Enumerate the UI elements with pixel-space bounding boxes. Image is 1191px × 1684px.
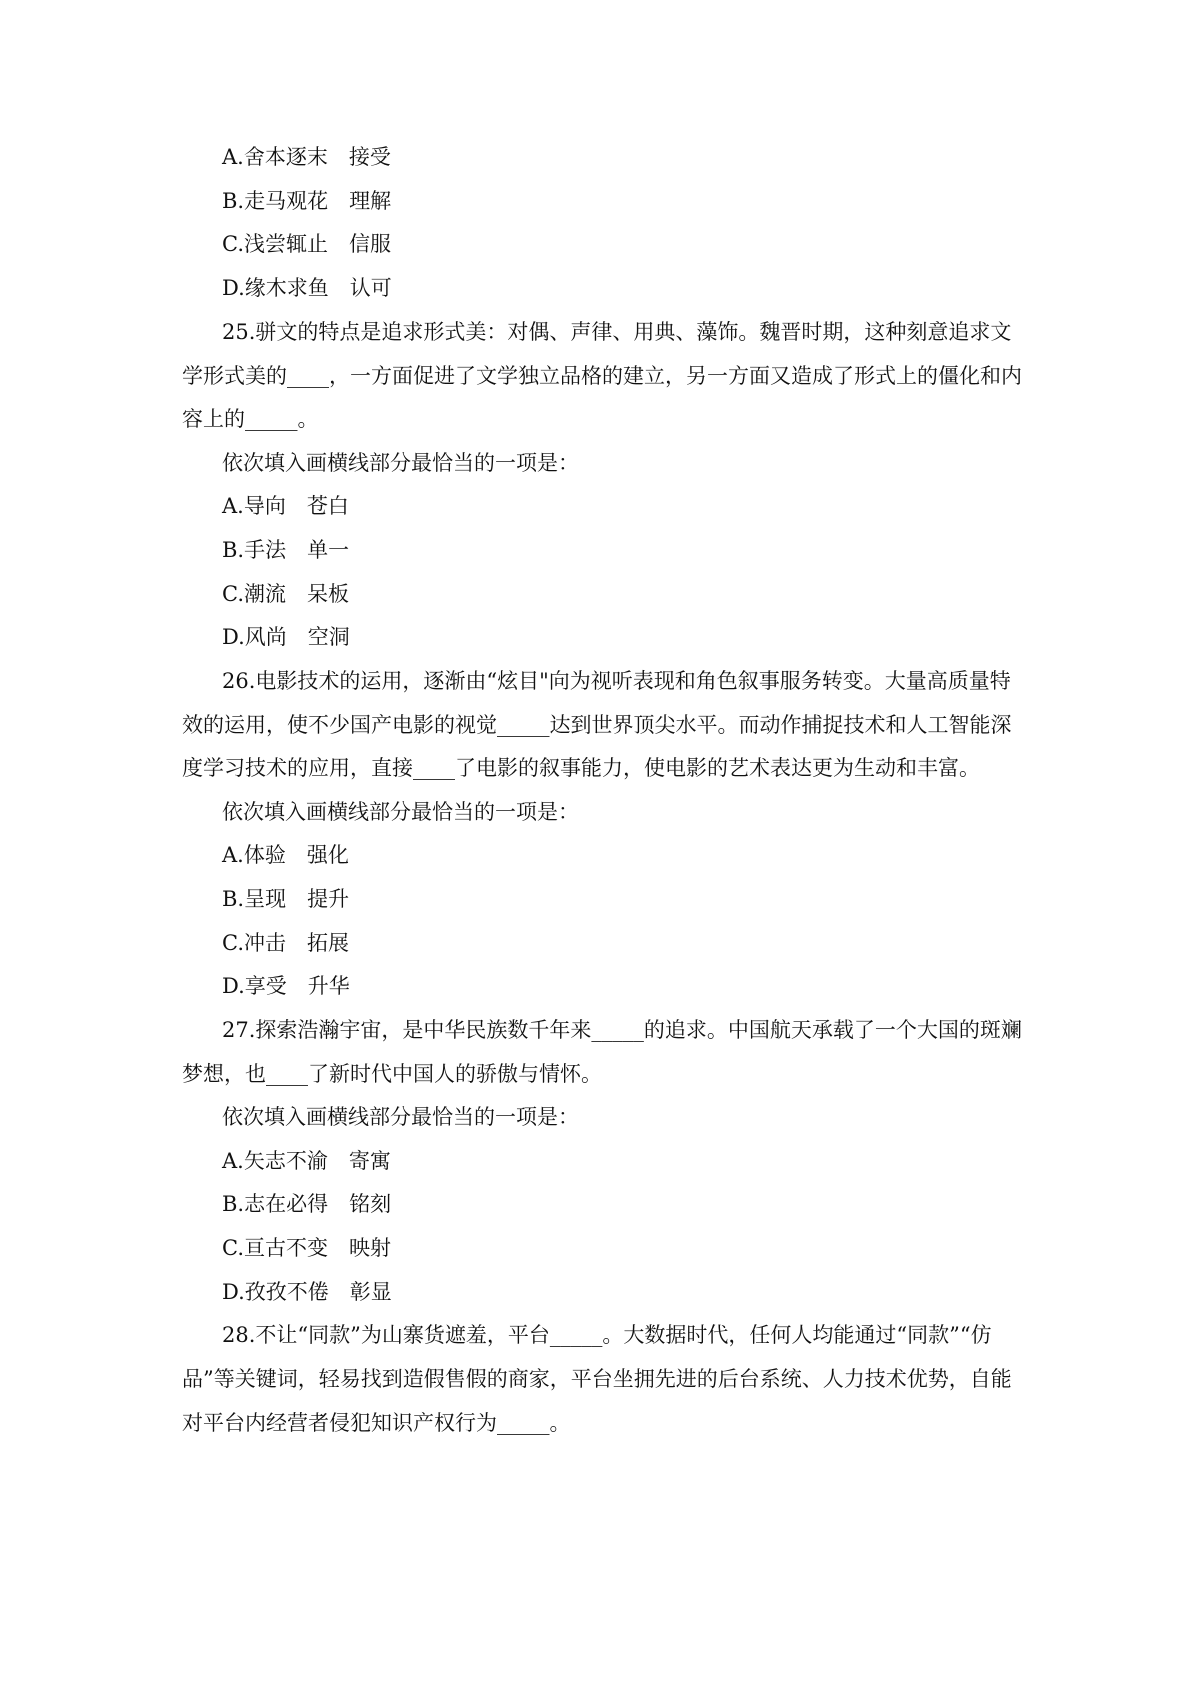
q25-option-b: B.手法 单一 — [222, 538, 350, 562]
q27-option-a: A.矢志不渝 寄寓 — [222, 1149, 391, 1173]
q25-text-line-2: 学形式美的____，一方面促进了文学独立品格的建立，另一方面又造成了形式上的僵化和内 — [182, 364, 1022, 388]
q25-text-line-1: 25.骈文的特点是追求形式美：对偶、声律、用典、藻饰。魏晋时期，这种刻意追求文 — [222, 320, 1012, 344]
q25-option-a: A.导向 苍白 — [222, 494, 349, 518]
q26-option-d: D.享受 升华 — [222, 974, 350, 998]
q27-option-b: B.志在必得 铭刻 — [222, 1192, 392, 1216]
q26-prompt: 依次填入画横线部分最恰当的一项是： — [222, 800, 579, 824]
q26-option-a: A.体验 强化 — [222, 843, 349, 867]
q27-option-c: C.亘古不变 映射 — [222, 1236, 391, 1260]
q28-text-line-1: 28.不让“同款”为山寨货遮羞，平台_____。大数据时代，任何人均能通过“同款”“仿 — [222, 1323, 992, 1347]
q27-text-line-2: 梦想，也____了新时代中国人的骄傲与情怀。 — [182, 1062, 602, 1086]
q26-option-c: C.冲击 拓展 — [222, 931, 349, 955]
q26-text-line-3: 度学习技术的应用，直接____了电影的叙事能力，使电影的艺术表达更为生动和丰富。 — [182, 756, 980, 780]
q24-option-d: D.缘木求鱼 认可 — [222, 276, 392, 300]
q26-text-line-2: 效的运用，使不少国产电影的视觉_____达到世界顶尖水平。而动作捕捉技术和人工智能深 — [182, 713, 1012, 737]
q25-prompt: 依次填入画横线部分最恰当的一项是： — [222, 451, 579, 475]
q25-option-c: C.潮流 呆板 — [222, 582, 349, 606]
q27-prompt: 依次填入画横线部分最恰当的一项是： — [222, 1105, 579, 1129]
q24-option-a: A.舍本逐末 接受 — [222, 145, 391, 169]
q28-text-line-2: 品”等关键词，轻易找到造假售假的商家，平台坐拥先进的后台系统、人力技术优势，自能 — [182, 1367, 1012, 1391]
q27-text-line-1: 27.探索浩瀚宇宙，是中华民族数千年来_____的追求。中国航天承载了一个大国的斑斓 — [222, 1018, 1022, 1042]
q26-option-b: B.呈现 提升 — [222, 887, 350, 911]
q24-option-c: C.浅尝辄止 信服 — [222, 232, 391, 256]
q25-option-d: D.风尚 空洞 — [222, 625, 350, 649]
q28-text-line-3: 对平台内经营者侵犯知识产权行为_____。 — [182, 1411, 571, 1435]
q27-option-d: D.孜孜不倦 彰显 — [222, 1280, 392, 1304]
q25-text-line-3: 容上的_____。 — [182, 407, 319, 431]
q26-text-line-1: 26.电影技术的运用，逐渐由“炫目"向为视听表现和角色叙事服务转变。大量高质量特 — [222, 669, 1011, 693]
q24-option-b: B.走马观花 理解 — [222, 189, 392, 213]
